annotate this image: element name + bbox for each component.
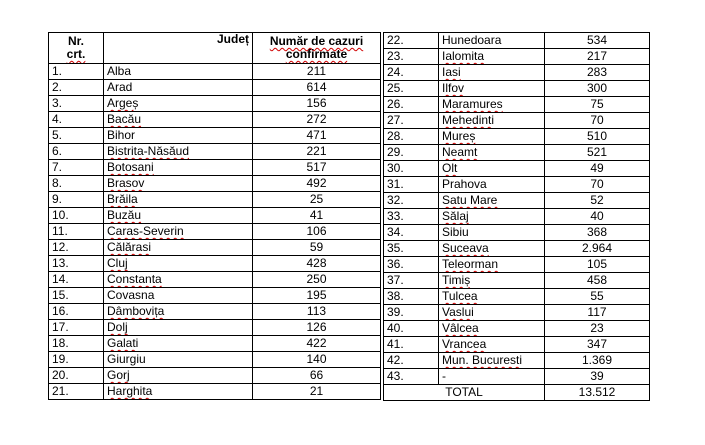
- county-name: Ilfov: [442, 81, 465, 95]
- row-nr: 32.: [384, 193, 439, 209]
- row-cases: 41: [253, 208, 381, 224]
- row-nr: 15.: [49, 288, 104, 304]
- row-cases: 422: [253, 336, 381, 352]
- row-county: [439, 97, 545, 113]
- row-nr: 8.: [49, 176, 104, 192]
- row-cases: 300: [545, 81, 650, 97]
- row-county: [439, 193, 545, 209]
- row-nr: 16.: [49, 304, 104, 320]
- county-name: Dolj: [107, 320, 128, 334]
- county-name: Botosani: [107, 160, 154, 174]
- row-nr: 5.: [49, 128, 104, 144]
- row-cases: 40: [545, 209, 650, 225]
- total-row: [384, 385, 650, 401]
- county-name: Argeș: [107, 96, 139, 110]
- table-row: [49, 352, 381, 368]
- total-value: 13.512: [545, 385, 650, 401]
- county-name: Gorj: [107, 368, 130, 382]
- row-nr: 6.: [49, 144, 104, 160]
- row-nr: 18.: [49, 336, 104, 352]
- row-cases: 517: [253, 160, 381, 176]
- row-cases: 23: [545, 321, 650, 337]
- row-cases: 55: [545, 289, 650, 305]
- row-nr: 17.: [49, 320, 104, 336]
- row-nr: 30.: [384, 161, 439, 177]
- row-cases: 347: [545, 337, 650, 353]
- row-county: [439, 241, 545, 257]
- table-row: [384, 225, 650, 241]
- row-county: Sibiu: [439, 225, 545, 241]
- row-cases: 1.369: [545, 353, 650, 369]
- table-row: [384, 337, 650, 353]
- row-nr: 35.: [384, 241, 439, 257]
- county-name: Maramures: [442, 97, 503, 111]
- table-row: [384, 129, 650, 145]
- table-row: [384, 257, 650, 273]
- row-cases: 521: [545, 145, 650, 161]
- table-row: [384, 321, 650, 337]
- county-name: Buzău: [107, 208, 142, 222]
- row-county: [439, 337, 545, 353]
- table-row: [49, 240, 381, 256]
- row-nr: 29.: [384, 145, 439, 161]
- header-cases-line1: Număr de cazuri: [269, 34, 364, 48]
- row-cases: 250: [253, 272, 381, 288]
- row-nr: 24.: [384, 65, 439, 81]
- row-county: Hunedoara: [439, 33, 545, 49]
- county-name: Galati: [107, 336, 139, 350]
- table-row: [49, 176, 381, 192]
- row-cases: 52: [545, 193, 650, 209]
- row-county: [104, 320, 253, 336]
- table-row: [384, 145, 650, 161]
- row-nr: 14.: [49, 272, 104, 288]
- row-county: [104, 160, 253, 176]
- county-name: Călărasi: [107, 240, 152, 254]
- row-county: Prahova: [439, 177, 545, 193]
- row-nr: 22.: [384, 33, 439, 49]
- row-cases: 140: [253, 352, 381, 368]
- row-cases: 195: [253, 288, 381, 304]
- county-name: Mehedinti: [442, 113, 495, 127]
- row-cases: 217: [545, 49, 650, 65]
- county-name: Caras-Severin: [107, 224, 184, 238]
- row-nr: 27.: [384, 113, 439, 129]
- county-name: Mureș: [442, 129, 476, 143]
- county-name: Cluj: [107, 256, 128, 270]
- row-county: [439, 321, 545, 337]
- table-row: [49, 336, 381, 352]
- total-label: TOTAL: [384, 385, 545, 401]
- county-name: Vâlcea: [442, 321, 479, 335]
- row-cases: 2.964: [545, 241, 650, 257]
- row-cases: 75: [545, 97, 650, 113]
- table-row: [384, 193, 650, 209]
- county-name: Teleorman: [442, 257, 499, 271]
- row-cases: 458: [545, 273, 650, 289]
- county-name: Tulcea: [442, 289, 478, 303]
- row-cases: 39: [545, 369, 650, 385]
- county-name: Vrancea: [442, 337, 487, 351]
- county-name: Dâmbovița: [107, 304, 165, 318]
- row-county: [104, 368, 253, 384]
- table-row: [384, 289, 650, 305]
- table-row: [49, 368, 381, 384]
- table-row: [384, 209, 650, 225]
- row-county: [439, 145, 545, 161]
- header-cases: [253, 33, 381, 64]
- row-nr: 40.: [384, 321, 439, 337]
- row-cases: 492: [253, 176, 381, 192]
- row-cases: 25: [253, 192, 381, 208]
- row-county: Alba: [104, 64, 253, 80]
- table-row: [384, 353, 650, 369]
- row-county: [104, 336, 253, 352]
- table-row: [384, 65, 650, 81]
- row-county: [439, 49, 545, 65]
- row-nr: 25.: [384, 81, 439, 97]
- row-nr: 28.: [384, 129, 439, 145]
- row-county: [439, 257, 545, 273]
- table-row: [49, 208, 381, 224]
- table-row: [49, 128, 381, 144]
- county-name: Constanta: [107, 272, 162, 286]
- row-cases: 221: [253, 144, 381, 160]
- row-nr: 43.: [384, 369, 439, 385]
- table-row: [384, 177, 650, 193]
- row-cases: 66: [253, 368, 381, 384]
- row-county: Arad: [104, 80, 253, 96]
- county-name: Satu Mare: [442, 193, 498, 207]
- row-nr: 1.: [49, 64, 104, 80]
- cases-table-right: [383, 32, 650, 401]
- county-name: Brasov: [107, 176, 145, 190]
- row-cases: 126: [253, 320, 381, 336]
- row-county: [439, 273, 545, 289]
- row-nr: 42.: [384, 353, 439, 369]
- table-row: [49, 144, 381, 160]
- table-row: [49, 80, 381, 96]
- row-county: Giurgiu: [104, 352, 253, 368]
- row-nr: 36.: [384, 257, 439, 273]
- row-county: [104, 144, 253, 160]
- row-nr: 37.: [384, 273, 439, 289]
- county-name: Ialomita: [442, 49, 485, 63]
- table-row: [384, 241, 650, 257]
- row-nr: 11.: [49, 224, 104, 240]
- county-name: Brăila: [107, 192, 138, 206]
- row-county: [104, 208, 253, 224]
- row-county: [104, 176, 253, 192]
- row-cases: 70: [545, 113, 650, 129]
- row-county: [439, 305, 545, 321]
- row-cases: 272: [253, 112, 381, 128]
- table-row: [49, 64, 381, 80]
- row-county: [439, 129, 545, 145]
- table-row: [49, 160, 381, 176]
- row-cases: 113: [253, 304, 381, 320]
- row-county: [439, 81, 545, 97]
- row-county: [104, 384, 253, 400]
- table-row: [384, 33, 650, 49]
- county-name: Bistrita-Năsăud: [107, 144, 190, 158]
- table-header-row: [49, 33, 381, 64]
- row-county: Bihor: [104, 128, 253, 144]
- table-row: [384, 305, 650, 321]
- row-cases: 211: [253, 64, 381, 80]
- row-cases: 428: [253, 256, 381, 272]
- row-cases: 510: [545, 129, 650, 145]
- cases-table-left: [48, 32, 381, 400]
- row-cases: 283: [545, 65, 650, 81]
- row-county: [439, 65, 545, 81]
- county-name: Neamt: [442, 145, 478, 159]
- table-row: [49, 224, 381, 240]
- table-row: [384, 113, 650, 129]
- header-judet: Județ: [104, 33, 253, 64]
- county-name: Bacău: [107, 112, 142, 126]
- row-nr: 7.: [49, 160, 104, 176]
- header-nr-crt: [49, 33, 104, 64]
- table-row: [384, 369, 650, 385]
- row-county: [104, 224, 253, 240]
- county-name: Suceava: [442, 241, 489, 255]
- table-row: [49, 288, 381, 304]
- county-name: Sălaj: [442, 209, 469, 223]
- row-county: [439, 353, 545, 369]
- county-name: Timiș: [442, 273, 471, 287]
- table-row: [49, 304, 381, 320]
- row-cases: 471: [253, 128, 381, 144]
- row-nr: 19.: [49, 352, 104, 368]
- table-row: [384, 49, 650, 65]
- table-row: [49, 112, 381, 128]
- row-cases: 21: [253, 384, 381, 400]
- row-nr: 2.: [49, 80, 104, 96]
- row-nr: 9.: [49, 192, 104, 208]
- row-county: [104, 272, 253, 288]
- header-cases-line2: confirmate: [285, 47, 348, 61]
- table-row: [49, 192, 381, 208]
- row-cases: 70: [545, 177, 650, 193]
- row-cases: 368: [545, 225, 650, 241]
- row-cases: 534: [545, 33, 650, 49]
- row-county: -: [439, 369, 545, 385]
- table-row: [49, 256, 381, 272]
- row-county: [104, 112, 253, 128]
- table-row: [384, 81, 650, 97]
- row-county: [439, 161, 545, 177]
- header-nr-line2: crt.: [66, 47, 86, 61]
- row-nr: 10.: [49, 208, 104, 224]
- row-county: [104, 240, 253, 256]
- row-nr: 23.: [384, 49, 439, 65]
- row-nr: 33.: [384, 209, 439, 225]
- table-row: [49, 96, 381, 112]
- row-county: [439, 113, 545, 129]
- table-row: [49, 384, 381, 400]
- row-county: [104, 96, 253, 112]
- table-row: [384, 273, 650, 289]
- row-nr: 38.: [384, 289, 439, 305]
- row-county: [104, 304, 253, 320]
- row-county: [439, 209, 545, 225]
- row-county: [439, 289, 545, 305]
- row-nr: 34.: [384, 225, 439, 241]
- row-cases: 106: [253, 224, 381, 240]
- table-row: [384, 161, 650, 177]
- row-county: Covasna: [104, 288, 253, 304]
- row-nr: 3.: [49, 96, 104, 112]
- row-cases: 105: [545, 257, 650, 273]
- county-name: Olt: [442, 161, 458, 175]
- row-county: [104, 192, 253, 208]
- row-nr: 4.: [49, 112, 104, 128]
- county-name: Vaslui: [442, 305, 474, 319]
- header-nr-line1: Nr.: [67, 34, 84, 48]
- row-cases: 117: [545, 305, 650, 321]
- county-name: Iasi: [442, 65, 461, 79]
- row-nr: 41.: [384, 337, 439, 353]
- row-nr: 21.: [49, 384, 104, 400]
- county-name: Mun. Bucuresti: [442, 353, 523, 367]
- table-row: [49, 272, 381, 288]
- table-row: [49, 320, 381, 336]
- row-nr: 12.: [49, 240, 104, 256]
- county-name: Harghita: [107, 384, 153, 398]
- row-nr: 13.: [49, 256, 104, 272]
- row-nr: 31.: [384, 177, 439, 193]
- row-cases: 156: [253, 96, 381, 112]
- row-county: [104, 256, 253, 272]
- row-nr: 39.: [384, 305, 439, 321]
- row-cases: 49: [545, 161, 650, 177]
- row-nr: 26.: [384, 97, 439, 113]
- table-row: [384, 97, 650, 113]
- row-cases: 59: [253, 240, 381, 256]
- row-nr: 20.: [49, 368, 104, 384]
- row-cases: 614: [253, 80, 381, 96]
